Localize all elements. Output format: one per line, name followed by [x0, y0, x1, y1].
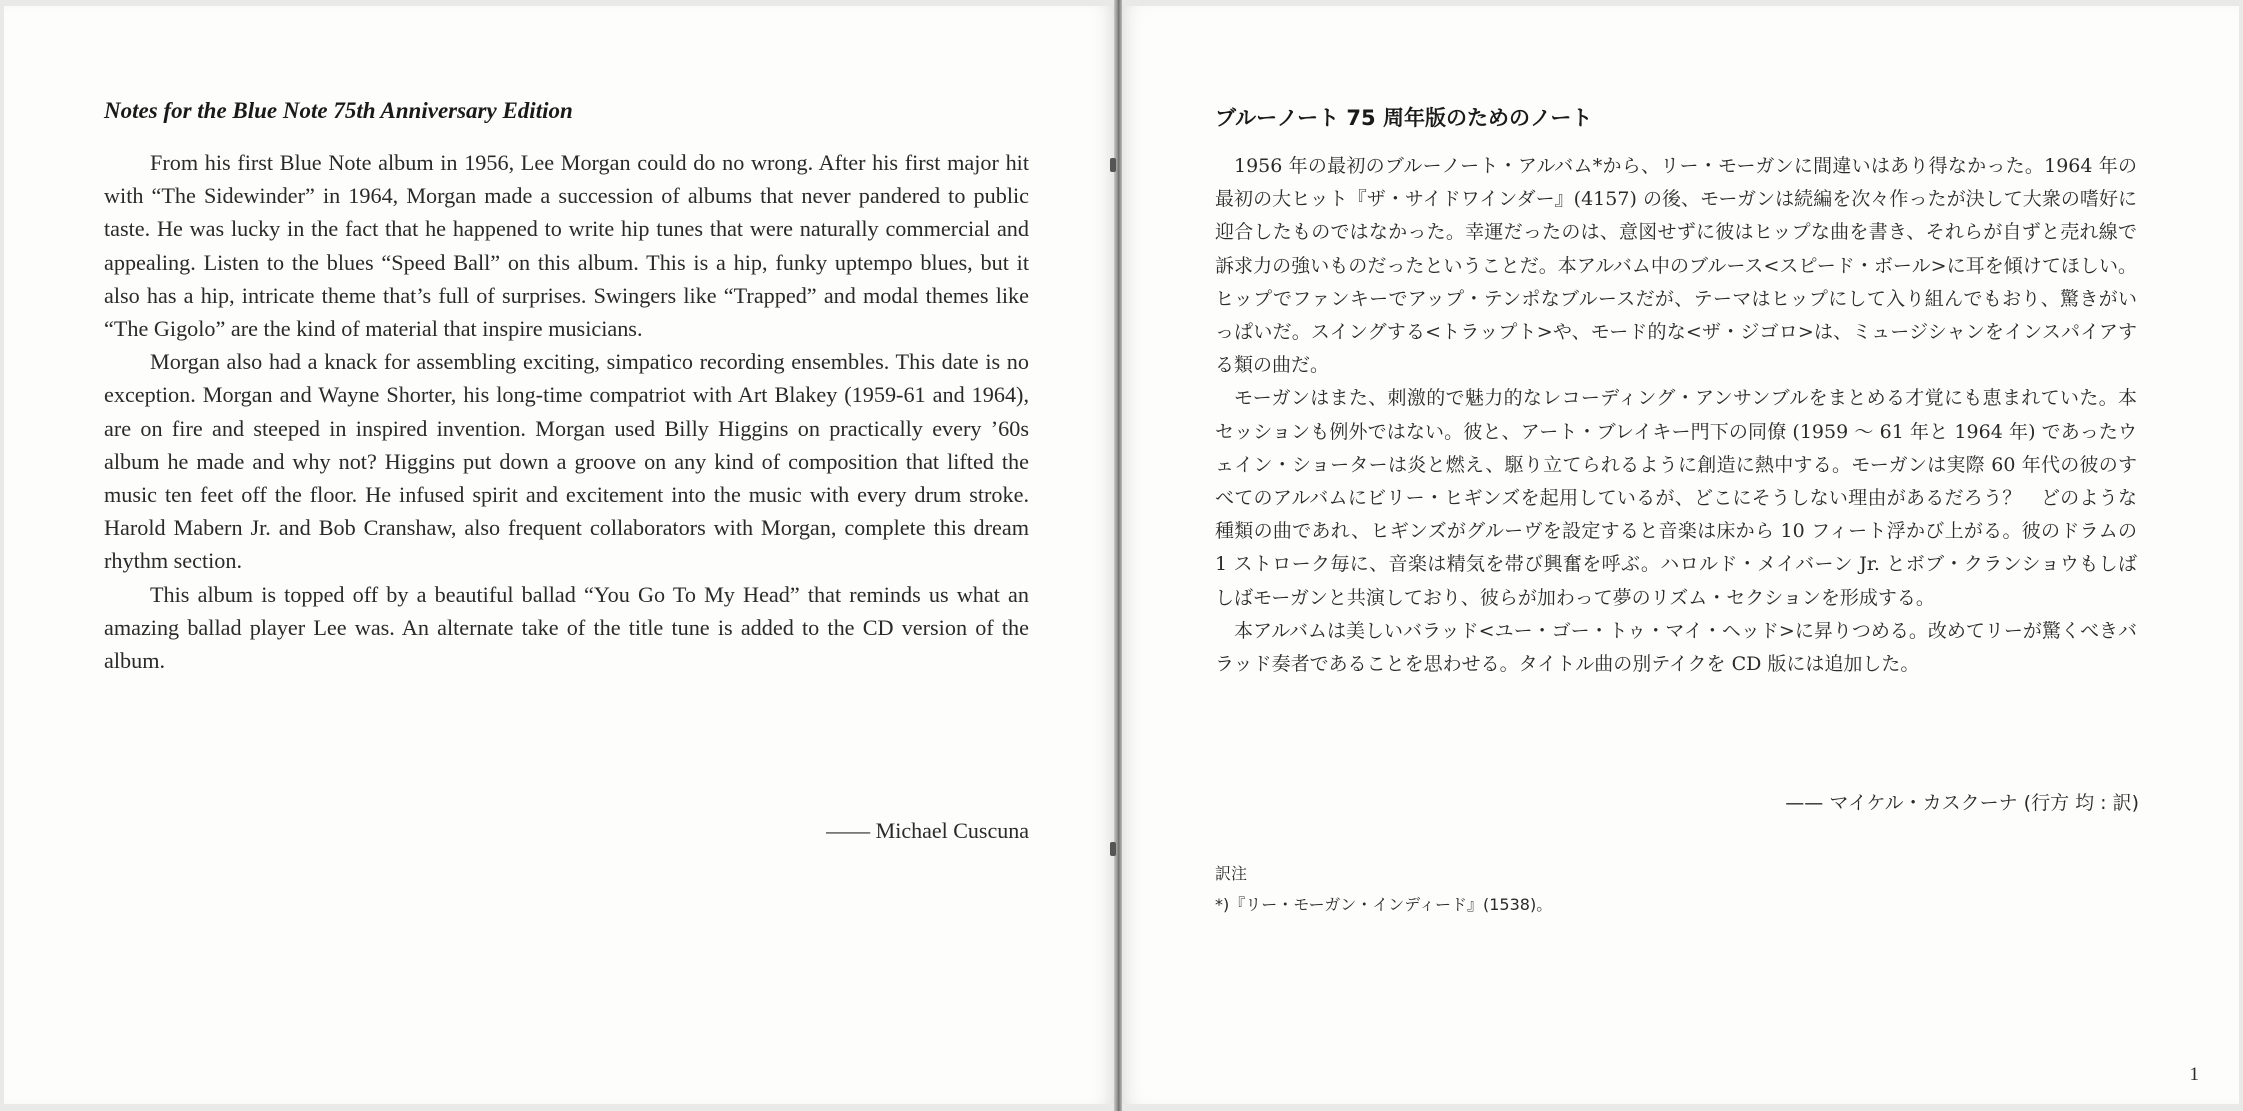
- japanese-title: ブルーノート 75 周年版のためのノート: [1215, 106, 1593, 130]
- japanese-paragraph-2: モーガンはまた、刺激的で魅力的なレコーディング・アンサンブルをまとめる才覚にも恵まれていた。本セッションも例外ではない。彼と、アート・ブレイキー門下の同僚 (1959 ～ 61 年と 1964 年) であったウェイン・ショーターは炎と燃え、駆り立てられるように創造に熱中する。モーガンは実際 60 年代の彼のすべてのアルバムにビリー・ヒギンズを起用しているが、どこにそうしない理由があるだろう？ どのような種類の曲であれ、ヒギンズがグルーヴを設定すると音楽は床から 10 フィート浮かび上がる。彼のドラムの 1 ストローク毎に、音楽は精気を帯び興奮を呼ぶ。ハロルド・メイバーン Jr. とボブ・クランショウもしばしばモーガンと共演しており、彼らが加わって夢のリズム・セクションを形成する。: [1215, 387, 2137, 609]
- binding-mark-top: [1110, 158, 1116, 172]
- english-paragraph-1: From his first Blue Note album in 1956, Lee Morgan could do no wrong. After his first major hit with “The Sidewinder” in 1964, Morgan made a succession of albums that never pandered to public taste. He was lucky in the fact that he happened to write hip tunes that were naturally commercial and appealing. Listen to the blues “Speed Ball” on this album. This is a hip, funky uptempo blues, but it also has a hip, intricate theme that’s full of surprises. Swingers like “Trapped” and modal themes like “The Gigolo” are the kind of material that inspire musicians.: [104, 150, 1029, 342]
- japanese-paragraph-1: 1956 年の最初のブルーノート・アルバム*から、リー・モーガンに間違いはあり得なかった。1964 年の最初の大ヒット『ザ・サイドワインダー』(4157) の後、モーガンは続編を次々作ったが決して大衆の嗜好に迎合したものではなかった。幸運だったのは、意図せずに彼はヒップな曲を書き、それらが自ずと売れ線で訴求力の強いものだったということだ。本アルバム中のブルース<スピード・ボール>に耳を傾けてほしい。ヒップでファンキーでアップ・テンポなブルースだが、テーマはヒップにして入り組んでもおり、驚きがいっぱいだ。スイングする<トラップト>や、モード的な<ザ・ジゴロ>は、ミュージシャンをインスパイアする類の曲だ。: [1215, 155, 2137, 377]
- english-title: Notes for the Blue Note 75th Anniversary Edition: [104, 98, 573, 123]
- note-item: *)『リー・モーガン・インディード』(1538)。: [1215, 895, 1553, 914]
- english-paragraph-2: Morgan also had a knack for assembling exciting, simpatico recording ensembles. This date is no exception. Morgan and Wayne Shorter, his long-time compatriot with Art Blakey (1959-61 and 1964), are on fire and steeped in inspired invention. Morgan used Billy Higgins on practically every ’60s album he made and why not? Higgins put down a groove on any kind of composition that lifted the music ten feet off the floor. He infused spirit and excitement into the music with every drum stroke. Harold Mabern Jr. and Bob Cranshaw, also frequent collaborators with Morgan, complete this dream rhythm section.: [104, 349, 1029, 574]
- right-page: [1122, 6, 2239, 1104]
- japanese-signature: —— マイケル・カスクーナ (行方 均 : 訳): [1785, 792, 2139, 814]
- left-page: [4, 6, 1114, 1104]
- notes-heading: 訳注: [1215, 864, 1248, 883]
- english-paragraph-3: This album is topped off by a beautiful ballad “You Go To My Head” that reminds us what an amazing ballad player Lee was. An alternate take of the title tune is added to the CD version of the album.: [104, 581, 1029, 674]
- page-number: 1: [2189, 1064, 2199, 1085]
- japanese-body: [1215, 150, 2137, 681]
- binding-mark-middle: [1110, 842, 1116, 856]
- translator-notes: [1215, 858, 1552, 920]
- japanese-paragraph-3: 本アルバムは美しいバラッド<ユー・ゴー・トゥ・マイ・ヘッド>に昇りつめる。改めてリーが驚くべきバラッド奏者であることを思わせる。タイトル曲の別テイクを CD 版には追加した。: [1215, 619, 2137, 676]
- english-signature: —— Michael Cuscuna: [826, 818, 1029, 843]
- english-body: [104, 146, 1029, 677]
